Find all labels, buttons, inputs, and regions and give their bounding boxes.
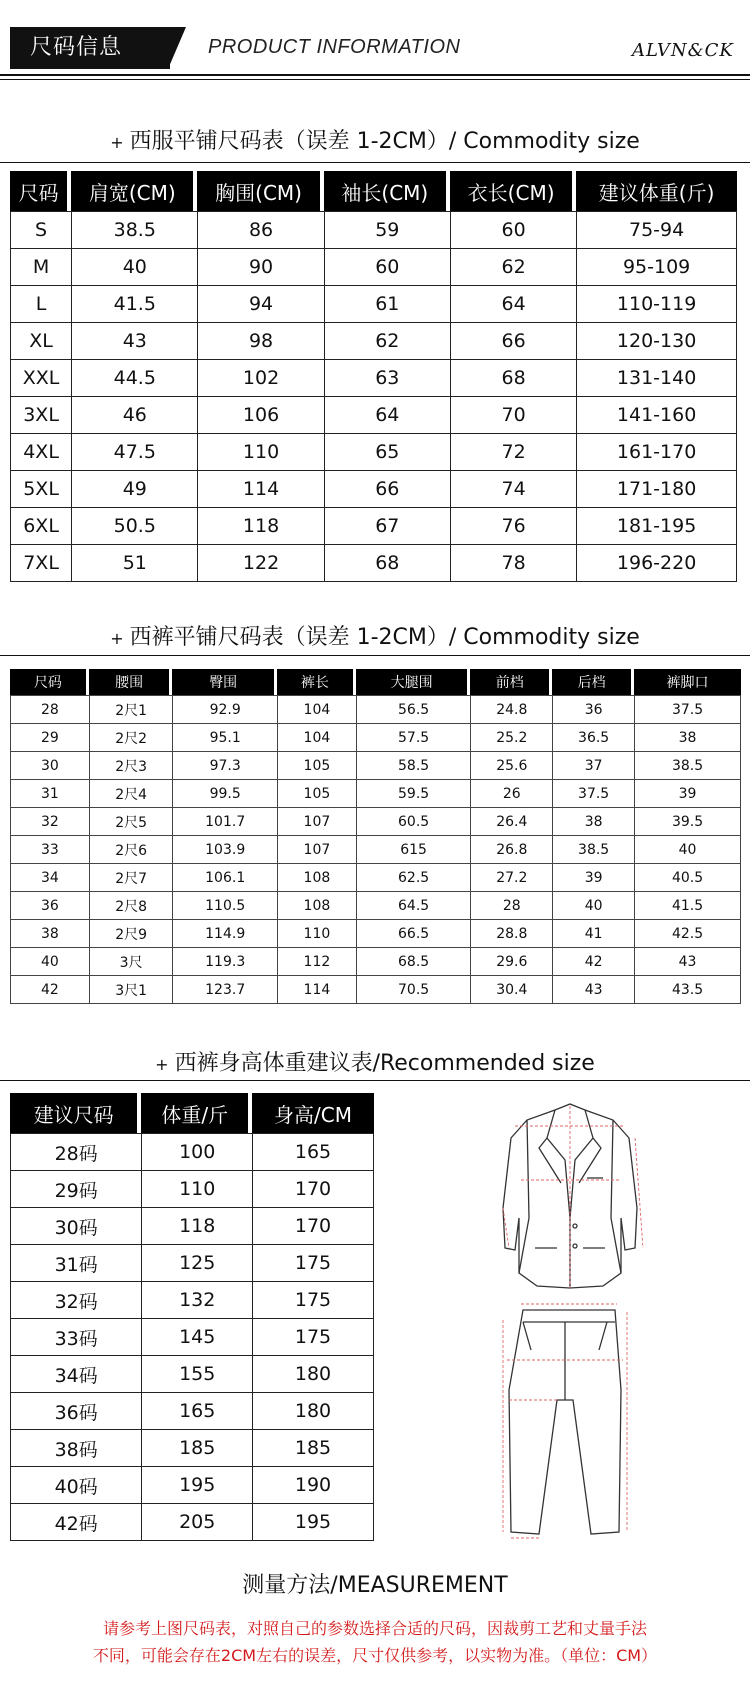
table-cell: 38码 xyxy=(10,1430,141,1467)
table-cell: 30.4 xyxy=(470,976,552,1004)
table-cell: 65 xyxy=(324,434,450,471)
table-cell: 26.8 xyxy=(470,836,552,864)
table-cell: 66 xyxy=(324,471,450,508)
table-cell: 40码 xyxy=(10,1467,141,1504)
table-cell: 30码 xyxy=(10,1208,141,1245)
column-header: 裤长 xyxy=(277,669,356,695)
table-cell: 51 xyxy=(71,545,197,582)
table-cell: 44.5 xyxy=(71,360,197,397)
table-cell: 59 xyxy=(324,211,450,249)
measurement-title: 测量方法/MEASUREMENT xyxy=(242,1573,508,1598)
table-cell: 36 xyxy=(10,892,89,920)
column-header: 裤脚口 xyxy=(634,669,741,695)
table-cell: 36 xyxy=(552,695,634,724)
table-cell: 110 xyxy=(277,920,356,948)
table-cell: 64 xyxy=(450,286,576,323)
table-cell: 36.5 xyxy=(552,724,634,752)
table-cell: 58.5 xyxy=(356,752,471,780)
section-divider xyxy=(0,1080,750,1081)
table-cell: 106.1 xyxy=(172,864,277,892)
table-cell: 34 xyxy=(10,864,89,892)
pants-section-title-text: 西裤平铺尺码表（误差 1-2CM）/ Commodity size xyxy=(129,625,640,650)
table-cell: 4XL xyxy=(10,434,71,471)
table-cell: 106 xyxy=(197,397,323,434)
table-cell: 40 xyxy=(552,892,634,920)
column-header: 袖长(CM) xyxy=(324,171,450,211)
table-cell: 175 xyxy=(252,1319,374,1356)
table-cell: 105 xyxy=(277,752,356,780)
table-cell: 72 xyxy=(450,434,576,471)
table-row xyxy=(10,836,741,864)
table-cell: 40.5 xyxy=(634,864,741,892)
table-cell: 110 xyxy=(141,1171,252,1208)
table-cell: 39.5 xyxy=(634,808,741,836)
table-cell: 38.5 xyxy=(71,211,197,249)
table-cell: 132 xyxy=(141,1282,252,1319)
table-cell: 110-119 xyxy=(576,286,737,323)
table-cell: 175 xyxy=(252,1282,374,1319)
table-cell: 125 xyxy=(141,1245,252,1282)
table-cell: 103.9 xyxy=(172,836,277,864)
table-cell: 38 xyxy=(634,724,741,752)
table-cell: 101.7 xyxy=(172,808,277,836)
table-cell: 3尺 xyxy=(89,948,173,976)
table-cell: 70.5 xyxy=(356,976,471,1004)
table-cell: 42码 xyxy=(10,1504,141,1541)
table-cell: 145 xyxy=(141,1319,252,1356)
table-row xyxy=(10,1282,374,1319)
table-cell: 2尺2 xyxy=(89,724,173,752)
bullet-icon: + xyxy=(110,133,124,152)
table-cell: 104 xyxy=(277,695,356,724)
table-row xyxy=(10,508,737,545)
table-cell: 104 xyxy=(277,724,356,752)
table-cell: 180 xyxy=(252,1393,374,1430)
table-row xyxy=(10,976,741,1004)
table-cell: 195 xyxy=(252,1504,374,1541)
table-cell: 43.5 xyxy=(634,976,741,1004)
table-cell: 2尺7 xyxy=(89,864,173,892)
table-cell: 25.6 xyxy=(470,752,552,780)
table-cell: 94 xyxy=(197,286,323,323)
table-cell: 29 xyxy=(10,724,89,752)
bullet-icon: + xyxy=(110,629,124,648)
table-cell: 28.8 xyxy=(470,920,552,948)
table-cell: 112 xyxy=(277,948,356,976)
table-cell: 86 xyxy=(197,211,323,249)
table-cell: 41.5 xyxy=(634,892,741,920)
section-divider xyxy=(0,655,750,656)
table-cell: 131-140 xyxy=(576,360,737,397)
table-cell: 92.9 xyxy=(172,695,277,724)
recommended-size-table xyxy=(10,1093,374,1541)
column-header: 衣长(CM) xyxy=(450,171,576,211)
table-cell: 105 xyxy=(277,780,356,808)
table-cell: 47.5 xyxy=(71,434,197,471)
table-cell: 64 xyxy=(324,397,450,434)
table-cell: 41 xyxy=(552,920,634,948)
table-cell: 2尺9 xyxy=(89,920,173,948)
column-header: 后档 xyxy=(552,669,634,695)
table-cell: 155 xyxy=(141,1356,252,1393)
table-cell: 181-195 xyxy=(576,508,737,545)
table-cell: 5XL xyxy=(10,471,71,508)
table-row xyxy=(10,249,737,286)
column-header: 腰围 xyxy=(89,669,173,695)
table-cell: 161-170 xyxy=(576,434,737,471)
table-cell: 2尺6 xyxy=(89,836,173,864)
suit-jacket-illustration xyxy=(495,1098,645,1293)
table-cell: 42 xyxy=(10,976,89,1004)
table-cell: 42 xyxy=(552,948,634,976)
table-cell: 74 xyxy=(450,471,576,508)
table-row xyxy=(10,1133,374,1171)
table-row xyxy=(10,545,737,582)
table-cell: 196-220 xyxy=(576,545,737,582)
table-cell: 43 xyxy=(552,976,634,1004)
table-cell: 190 xyxy=(252,1467,374,1504)
table-cell: 60.5 xyxy=(356,808,471,836)
table-cell: 40 xyxy=(10,948,89,976)
table-row xyxy=(10,286,737,323)
table-cell: 61 xyxy=(324,286,450,323)
table-cell: 3尺1 xyxy=(89,976,173,1004)
brand-logo: ALVN&CK xyxy=(632,40,734,61)
table-cell: 37.5 xyxy=(634,695,741,724)
table-cell: 70 xyxy=(450,397,576,434)
table-cell: 38 xyxy=(10,920,89,948)
table-cell: 42.5 xyxy=(634,920,741,948)
header-subtitle: PRODUCT INFORMATION xyxy=(208,36,461,58)
table-cell: XXL xyxy=(10,360,71,397)
column-header: 臀围 xyxy=(172,669,277,695)
table-cell: 165 xyxy=(141,1393,252,1430)
column-header: 体重/斤 xyxy=(141,1093,252,1133)
table-cell: 32 xyxy=(10,808,89,836)
table-cell: 185 xyxy=(141,1430,252,1467)
column-header: 身高/CM xyxy=(252,1093,374,1133)
table-cell: 29.6 xyxy=(470,948,552,976)
table-cell: 32码 xyxy=(10,1282,141,1319)
table-row xyxy=(10,360,737,397)
table-cell: 50.5 xyxy=(71,508,197,545)
header-badge: 尺码信息 xyxy=(10,27,170,69)
table-cell: 615 xyxy=(356,836,471,864)
table-cell: 68.5 xyxy=(356,948,471,976)
table-cell: 41.5 xyxy=(71,286,197,323)
column-header: 肩宽(CM) xyxy=(71,171,197,211)
header-divider xyxy=(0,74,750,76)
table-cell: 38 xyxy=(552,808,634,836)
table-cell: 25.2 xyxy=(470,724,552,752)
table-row xyxy=(10,323,737,360)
table-cell: 107 xyxy=(277,808,356,836)
pants-section-title xyxy=(0,620,750,651)
table-cell: 59.5 xyxy=(356,780,471,808)
table-cell: 108 xyxy=(277,892,356,920)
table-cell: 98 xyxy=(197,323,323,360)
table-cell: 49 xyxy=(71,471,197,508)
table-row xyxy=(10,1208,374,1245)
table-cell: 195 xyxy=(141,1467,252,1504)
table-row xyxy=(10,1393,374,1430)
table-cell: 60 xyxy=(324,249,450,286)
table-cell: L xyxy=(10,286,71,323)
table-cell: 43 xyxy=(634,948,741,976)
table-cell: 26 xyxy=(470,780,552,808)
pants-size-table xyxy=(10,669,741,1004)
table-row xyxy=(10,397,737,434)
table-cell: 185 xyxy=(252,1430,374,1467)
table-cell: 102 xyxy=(197,360,323,397)
table-cell: 97.3 xyxy=(172,752,277,780)
table-cell: 95.1 xyxy=(172,724,277,752)
table-row xyxy=(10,864,741,892)
table-cell: 120-130 xyxy=(576,323,737,360)
table-cell: 99.5 xyxy=(172,780,277,808)
table-cell: 28 xyxy=(10,695,89,724)
table-cell: 75-94 xyxy=(576,211,737,249)
table-cell: 33码 xyxy=(10,1319,141,1356)
section-divider xyxy=(0,162,750,163)
table-cell: M xyxy=(10,249,71,286)
table-cell: 33 xyxy=(10,836,89,864)
table-cell: 39 xyxy=(552,864,634,892)
table-cell: 40 xyxy=(634,836,741,864)
suit-section-title-text: 西服平铺尺码表（误差 1-2CM）/ Commodity size xyxy=(129,129,640,154)
table-cell: 122 xyxy=(197,545,323,582)
table-row xyxy=(10,920,741,948)
header-divider-thin xyxy=(0,79,750,80)
table-cell: 36码 xyxy=(10,1393,141,1430)
column-header: 大腿围 xyxy=(356,669,471,695)
table-cell: 28 xyxy=(470,892,552,920)
table-row xyxy=(10,1430,374,1467)
column-header: 尺码 xyxy=(10,669,89,695)
pants-illustration xyxy=(495,1300,635,1540)
table-cell: 119.3 xyxy=(172,948,277,976)
table-row xyxy=(10,1319,374,1356)
table-cell: 2尺3 xyxy=(89,752,173,780)
table-row xyxy=(10,780,741,808)
table-cell: 95-109 xyxy=(576,249,737,286)
table-cell: 170 xyxy=(252,1171,374,1208)
recommend-section-title-text: 西裤身高体重建议表/Recommended size xyxy=(174,1051,595,1076)
column-header: 前档 xyxy=(470,669,552,695)
table-cell: 37 xyxy=(552,752,634,780)
table-cell: 34码 xyxy=(10,1356,141,1393)
table-row xyxy=(10,1504,374,1541)
table-cell: 26.4 xyxy=(470,808,552,836)
table-cell: XL xyxy=(10,323,71,360)
bullet-icon: + xyxy=(155,1055,169,1074)
table-cell: 60 xyxy=(450,211,576,249)
table-cell: 78 xyxy=(450,545,576,582)
table-cell: 118 xyxy=(197,508,323,545)
table-cell: 171-180 xyxy=(576,471,737,508)
table-cell: 118 xyxy=(141,1208,252,1245)
table-cell: S xyxy=(10,211,71,249)
table-cell: 24.8 xyxy=(470,695,552,724)
table-cell: 57.5 xyxy=(356,724,471,752)
table-cell: 2尺4 xyxy=(89,780,173,808)
table-cell: 170 xyxy=(252,1208,374,1245)
table-cell: 30 xyxy=(10,752,89,780)
table-cell: 175 xyxy=(252,1245,374,1282)
table-cell: 110 xyxy=(197,434,323,471)
table-row xyxy=(10,752,741,780)
table-cell: 114.9 xyxy=(172,920,277,948)
measurement-note-line1: 请参考上图尺码表，对照自己的参数选择合适的尺码，因裁剪工艺和丈量手法 xyxy=(102,1619,647,1638)
table-cell: 56.5 xyxy=(356,695,471,724)
table-cell: 180 xyxy=(252,1356,374,1393)
measurement-note-line2: 不同，可能会存在2CM左右的误差，尺寸仅供参考，以实物为准。（单位：CM） xyxy=(92,1646,658,1665)
table-cell: 27.2 xyxy=(470,864,552,892)
table-cell: 63 xyxy=(324,360,450,397)
suit-section-title xyxy=(0,124,750,155)
table-cell: 6XL xyxy=(10,508,71,545)
table-row xyxy=(10,211,737,249)
table-row xyxy=(10,434,737,471)
table-row xyxy=(10,808,741,836)
table-row xyxy=(10,471,737,508)
table-cell: 38.5 xyxy=(634,752,741,780)
table-cell: 43 xyxy=(71,323,197,360)
column-header: 尺码 xyxy=(10,171,71,211)
table-cell: 31码 xyxy=(10,1245,141,1282)
table-row xyxy=(10,892,741,920)
table-cell: 68 xyxy=(324,545,450,582)
table-cell: 64.5 xyxy=(356,892,471,920)
suit-size-table xyxy=(10,171,737,582)
column-header: 建议体重(斤) xyxy=(576,171,737,211)
table-cell: 108 xyxy=(277,864,356,892)
column-header: 建议尺码 xyxy=(10,1093,141,1133)
table-cell: 165 xyxy=(252,1133,374,1171)
table-cell: 46 xyxy=(71,397,197,434)
table-cell: 114 xyxy=(277,976,356,1004)
table-row xyxy=(10,724,741,752)
table-cell: 90 xyxy=(197,249,323,286)
table-cell: 100 xyxy=(141,1133,252,1171)
table-cell: 68 xyxy=(450,360,576,397)
table-cell: 28码 xyxy=(10,1133,141,1171)
table-cell: 29码 xyxy=(10,1171,141,1208)
table-cell: 39 xyxy=(634,780,741,808)
table-cell: 38.5 xyxy=(552,836,634,864)
table-cell: 2尺5 xyxy=(89,808,173,836)
table-row xyxy=(10,1245,374,1282)
table-row xyxy=(10,1467,374,1504)
table-cell: 66 xyxy=(450,323,576,360)
header-badge-slash xyxy=(158,27,186,69)
table-cell: 2尺1 xyxy=(89,695,173,724)
table-cell: 141-160 xyxy=(576,397,737,434)
table-cell: 31 xyxy=(10,780,89,808)
table-cell: 205 xyxy=(141,1504,252,1541)
table-cell: 3XL xyxy=(10,397,71,434)
recommend-section-title xyxy=(0,1046,750,1077)
table-cell: 2尺8 xyxy=(89,892,173,920)
table-cell: 62 xyxy=(324,323,450,360)
table-cell: 62 xyxy=(450,249,576,286)
column-header: 胸围(CM) xyxy=(197,171,323,211)
table-row xyxy=(10,1171,374,1208)
table-cell: 40 xyxy=(71,249,197,286)
table-cell: 67 xyxy=(324,508,450,545)
table-cell: 62.5 xyxy=(356,864,471,892)
table-cell: 110.5 xyxy=(172,892,277,920)
table-cell: 66.5 xyxy=(356,920,471,948)
table-cell: 37.5 xyxy=(552,780,634,808)
table-cell: 123.7 xyxy=(172,976,277,1004)
table-cell: 7XL xyxy=(10,545,71,582)
table-cell: 107 xyxy=(277,836,356,864)
table-row xyxy=(10,695,741,724)
table-cell: 114 xyxy=(197,471,323,508)
table-row xyxy=(10,948,741,976)
table-row xyxy=(10,1356,374,1393)
table-cell: 76 xyxy=(450,508,576,545)
